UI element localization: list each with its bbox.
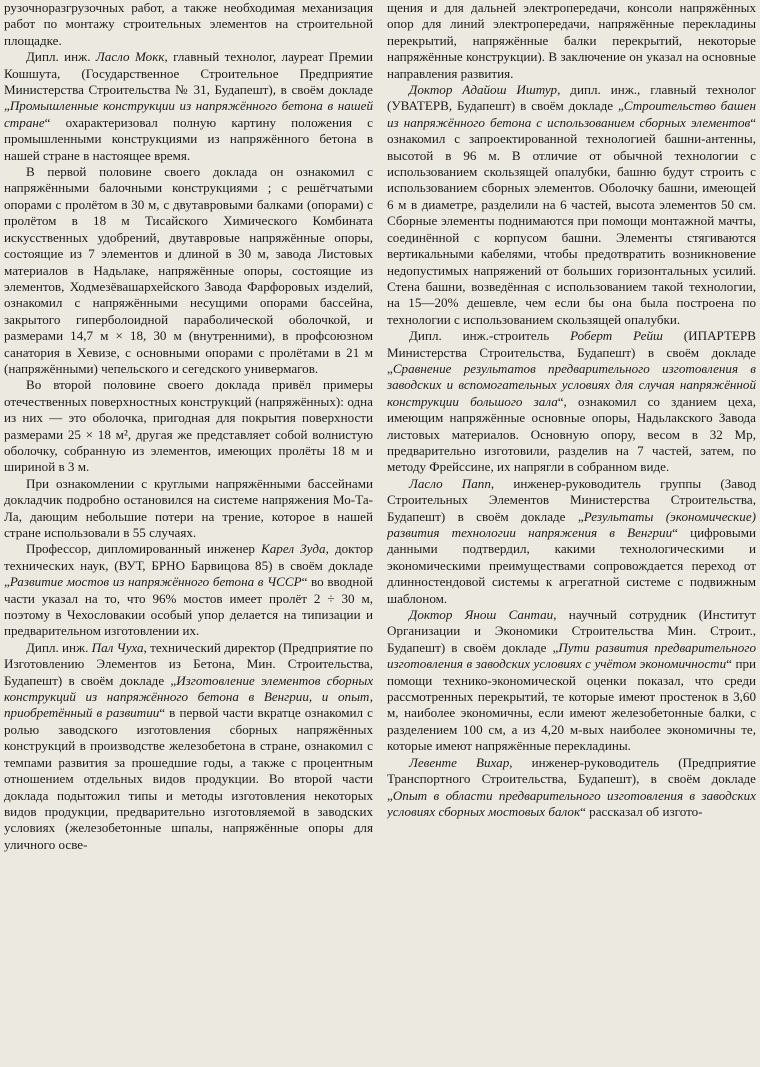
italic-text: Изготовление элементов сборных конструкций из напряжённого бетона в Венгрии, и опыт, приобретённый в развитии — [4, 672, 373, 721]
text-run: рузочноразгрузочных работ, а также необходимая механизация работ по монтажу строительных элементов на строительной площадке. — [4, 0, 373, 48]
text-run: , главный технолог, лауреат Премии Кошшута, (Государственное Строительное Предприятие Министерства Строительства № 31, Будапешт), в своём докладе „ — [4, 49, 373, 114]
italic-text: Пал Чуха — [91, 639, 144, 655]
text-run: Дипл. инж. — [26, 49, 96, 65]
text-run: “, ознакомил со зданием цеха, имеющим напряжённые основные опоры, Надьлакского Завода листовых материалов. Основную опору, весом в 32 Мр, предварительно изготовили, разделив на 7 частей, затем, по методу Фрейссине, их напрягли в собранном виде. — [387, 393, 756, 475]
text-run: “ в первой части вкратце ознакомил с ролью заводского изготовления сборных напряжённых конструкций в производстве железобетона в стране, ознакомил с темпами развития за прошедшие годы, а также с процентным отношением отдельных видов продукции. Во второй части доклада подытожил типы и методы изготовления некоторых видов продукции, предварительно изготовляемой в заводских условиях (железобетонные шпалы, напряжённые опоры для уличного осве- — [4, 705, 373, 852]
italic-text: Роберт Рейш — [570, 328, 663, 344]
paragraph — [4, 476, 373, 542]
italic-text: Пути развития предварительного изготовления в заводских условиях с учётом экономичности — [387, 639, 756, 672]
italic-text: Доктор Янош Сантаи — [409, 607, 554, 623]
italic-text: Строительство башен из напряжённого бетона с использованием сборных элементов — [387, 98, 756, 130]
text-run: При ознакомлении с круглыми напряжёнными бассейнами докладчик подробно остановился на системе напряжения Мо-Та-Ла, дающим небольшие потери на трение, которое в нашей стране использовали в 55 случаях. — [4, 475, 373, 540]
italic-text: Результаты (экономические) развития технологии напряжения в Венгрии — [387, 508, 756, 540]
paragraph — [387, 476, 756, 607]
paragraph — [387, 0, 756, 82]
text-run: “ охарактеризовал полную картину положения с промышленными конструкциями из напряжённого бетона в нашей стране в настоящее время. — [4, 114, 373, 163]
text-run: Профессор, дипломированный инженер — [26, 541, 262, 557]
paragraph — [4, 541, 373, 639]
paragraph — [387, 755, 756, 821]
paragraph — [387, 82, 756, 328]
text-run: “ цифровыми данными подтвердил, какими технологическими и экономическими преимуществами сопровождается переход от длинностендовой системы к агрегатной системе с подвижным шаблоном. — [387, 525, 756, 606]
text-column-left — [4, 0, 373, 1067]
text-run: щения и для дальней электропередачи, консоли напряжённых опор для линий электропередачи, напряжённые перекладины перекрытий, напряжённые балки перекрытий, некоторые напряжённые конструкции). В заключение он указал на основные направления развития. — [387, 0, 756, 81]
text-run: Дипл. инж. — [26, 639, 92, 655]
paragraph — [4, 377, 373, 475]
italic-text: Доктор Адайош Иштур — [409, 82, 558, 98]
text-column-right — [387, 0, 756, 1067]
paragraph — [4, 640, 373, 853]
text-run: Во второй половине своего доклада привёл примеры отечественных поверхностных конструкций (напряжённых): одна из них — это оболочка, пригодная для покрытия поверхности размерами 25 × 18 м², другая же представляет собой волнистую оболочку, собранную из элементов, имеющих пролёты 18 м и шириной в 3 м. — [4, 377, 373, 475]
paragraph — [387, 607, 756, 755]
text-run: “ при помощи технико-экономической оценки показал, что среди рассмотренных перекрытий, те которые имеют простенок в 3,60 м, наиболее экономичны, если имеют железобетонные балки, с разделением 100 см, а из 4,20 м-вых наиболее экономичны те, которые имеют напряжённые перекладины. — [387, 656, 756, 754]
italic-text: Карел Зуда — [261, 541, 326, 557]
text-run: , инженер-руководитель (Предприятие Транспортного Строительства, Будапешт), в своём докладе „ — [387, 754, 756, 803]
paragraph — [387, 328, 756, 476]
text-run: Дипл. инж.-строитель — [409, 328, 571, 344]
text-run: , доктор технических наук, (ВУТ, БРНО Барвицова 85) в своём докладе „ — [4, 541, 373, 590]
text-run: , инженер-руководитель группы (Завод Строительных Элементов Министерства Строительства, Будапешт) в своём докладе „ — [387, 475, 756, 524]
paragraph — [4, 49, 373, 164]
text-run: , технический директор (Предприятие по Изготовлению Элементов из Бетона, Мин. Строительства, Будапешт) в своём докладе „ — [4, 639, 373, 688]
italic-text: Промышленные конструкции из напряжённого бетона в нашей стране — [4, 98, 373, 130]
italic-text: Ласло Папп — [409, 475, 491, 491]
text-run: “ во вводной части указал на то, что 96% мостов имеет пролёт 2 ÷ 30 м, поэтому в Чехословакии особый упор делается на типизации и предварительном изготовлении их. — [4, 574, 373, 639]
italic-text: Ласло Мокк — [95, 49, 165, 65]
text-run: “ ознакомил с запроектированной технологией башни-антенны, высотой в 96 м. В отличие от обычной технологии с использованием скользящей опалубки, башню будут строить с использованием сборных элементов. Оболочку башни, имеющей 6 м в диаметре, разделили на 6 частей, высота элементов 50 см. Сборные элементы поднимаются при помощи монтажной мачты, соединённой с корпусом башни. Элементы стягиваются вертикальными кабелями, чтобы предотвратить возникновение недопустимых напряжений от больших горизонтальных усилий. Стена башни, возведённая с использованием такой технологии, на 15—20% дешевле, чем если бы она была построена по технологии с использованием скользящей опалубки. — [387, 114, 756, 327]
italic-text: Сравнение результатов предварительного изготовления в заводских и вспомогательных условиях для случая напряжённой конструкции большого зала — [387, 360, 756, 409]
text-run: , дипл. инж., главный технолог (УВАТЕРВ, Будапешт) в своём докладе „ — [387, 82, 756, 114]
paragraph — [4, 0, 373, 49]
text-run: , научный сотрудник (Институт Организации и Экономики Строительства Мин. Строит., Будапешт) в своём докладе „ — [387, 607, 756, 655]
italic-text: Опыт в области предварительного изготовления в заводских условиях сборных мостовых балок — [387, 787, 756, 819]
paragraph — [4, 164, 373, 377]
italic-text: Развитие мостов из напряжённого бетона в ЧССР — [9, 574, 302, 590]
text-run: (ИПАРТЕРВ Министерства Строительства, Будапешт) в своём докладе „ — [387, 328, 756, 376]
text-run: “ рассказал об изгото- — [580, 803, 703, 819]
text-run: В первой половине своего доклада он ознакомил с напряжёнными балочными конструкциями ; с решётчатыми опорами с пролётом в 30 м, с двутавровыми балками (опорами) с пролётом в 18 м Тисайского Химического Комбината искусственных удобрений, двутавровые напряжённые опоры, состоящие из 7 элементов и длиной в 30 м, завода Листовых материалов в Надьлаке, напряжённые опоры, состоящие из элементов, Ходмезёвашархейского Завода Фарфоровых изделий, ознакомил с напряжёнными несущими опорами бассейна, закрытого гиперболоидной параболической оболочкой, и размерами 14,7 м × 18, 30 м (внутренними), в профсоюзном санатория в Хевизе, с основными опорами с пролётами в 21 м (напряжёнными) чепельского и сегедского универмагов. — [4, 164, 373, 376]
italic-text: Левенте Вихар — [409, 754, 510, 770]
